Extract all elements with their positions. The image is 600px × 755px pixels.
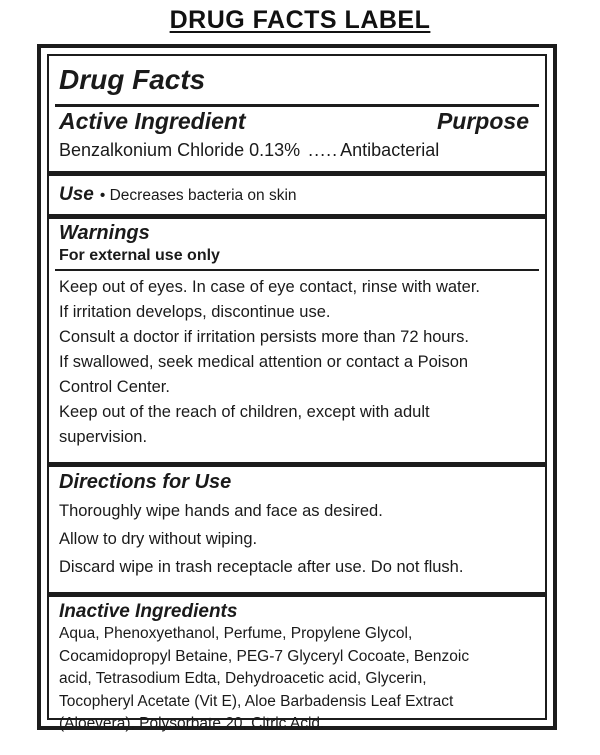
warnings-rule [55,269,539,271]
page-title [0,6,600,35]
inactive-line: Cocamidopropyl Betaine, PEG-7 Glyceryl Cocoate, Benzoic [59,647,470,665]
drug-facts-title: Drug Facts [59,64,206,95]
leader-dots: ..... [308,140,339,160]
warnings-subheading: For external use only [59,247,220,264]
direction-line: Discard wipe in trash receptacle after use. Do not flush. [59,558,464,576]
inactive-line: acid, Tetrasodium Edta, Dehydroacetic acid, Glycerin, [59,670,427,687]
drug-facts-panel [47,54,547,732]
warning-line: Keep out of the reach of children, except with adult [59,403,430,421]
inactive-ingredients-section [49,597,545,732]
use-heading: Use [59,184,94,205]
warnings-text [59,275,537,450]
ingredient-name: Benzalkonium Chloride 0.13% [59,140,301,160]
inactive-line: Tocopheryl Acetate (Vit E), Aloe Barbadensis Leaf Extract [59,692,454,710]
warning-line: If irritation develops, discontinue use. [59,303,331,321]
ingredient-purpose: Antibacterial [340,140,440,160]
warning-line: If swallowed, seek medical attention or contact a Poison [59,353,469,371]
directions-section [49,467,545,592]
warning-line: Keep out of eyes. In case of eye contact, rinse with water. [59,278,480,296]
warnings-heading: Warnings [59,222,150,244]
use-section [49,176,545,214]
purpose-heading: Purpose [436,108,529,134]
use-row [59,184,297,206]
warning-line: supervision. [59,428,148,446]
active-ingredient-heading: Active Ingredient [59,108,246,134]
warning-line: Consult a doctor if irritation persists more than 72 hours. [59,328,469,346]
inactive-ingredients-text [59,623,537,736]
directions-heading: Directions for Use [59,471,232,493]
ingredient-row [59,140,535,161]
warning-line: Control Center. [59,378,170,396]
use-text: • Decreases bacteria on skin [99,187,297,204]
direction-line: Thoroughly wipe hands and face as desired. [59,502,383,520]
inactive-line: (Aloevera), Polysorbate 20, Citric Acid. [59,715,325,732]
directions-text [59,499,537,583]
active-ingredient-section [49,56,545,171]
title-rule [55,104,539,107]
drug-facts-label [37,44,557,730]
page-title-text: DRUG FACTS LABEL [169,6,431,34]
direction-line: Allow to dry without wiping. [59,530,258,548]
warnings-section [49,219,545,462]
inactive-ingredients-heading: Inactive Ingredients [59,601,238,622]
inactive-line: Aqua, Phenoxyethanol, Perfume, Propylene Glycol, [59,625,413,642]
